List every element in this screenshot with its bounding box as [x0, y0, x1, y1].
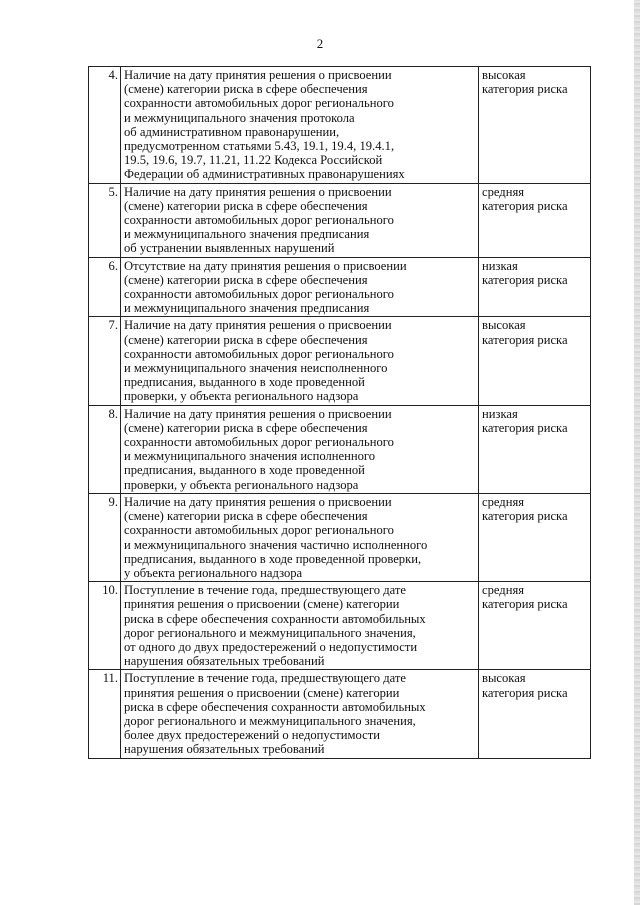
description-line: и межмуниципального значения предписания	[124, 301, 370, 316]
row-number: 7.	[89, 317, 121, 405]
criterion-description	[121, 405, 479, 493]
description-line: сохранности автомобильных дорог регионального	[124, 287, 394, 302]
page-number: 2	[316, 36, 324, 51]
table-row	[89, 67, 591, 184]
description-line: (смене) категории риска в сфере обеспечения	[124, 420, 368, 435]
table-row	[89, 257, 591, 317]
category-line: высокая	[482, 671, 526, 686]
description-line: Отсутствие на дату принятия решения о присвоении	[124, 258, 407, 273]
table-row	[89, 183, 591, 257]
description-line: Наличие на дату принятия решения о присвоении	[124, 406, 392, 421]
criterion-description	[121, 183, 479, 257]
row-number: 8.	[89, 405, 121, 493]
table-body	[89, 67, 591, 759]
description-line: сохранности автомобильных дорог регионального	[124, 435, 394, 450]
description-line: риска в сфере обеспечения сохранности автомобильных	[124, 611, 426, 626]
category-line: категория риска	[482, 82, 568, 97]
description-line: Наличие на дату принятия решения о присвоении	[124, 184, 392, 199]
category-line: низкая	[482, 406, 518, 421]
description-line: и межмуниципального значения исполненного	[124, 449, 376, 464]
scan-edge-decoration	[634, 0, 640, 905]
description-line: Федерации об административных правонарушениях	[124, 167, 405, 182]
description-line: сохранности автомобильных дорог регионального	[124, 96, 394, 111]
category-line: категория риска	[482, 272, 568, 287]
description-line: и межмуниципального значения протокола	[124, 110, 355, 125]
description-line: нарушения обязательных требований	[124, 654, 325, 669]
description-line: (смене) категории риска в сфере обеспечения	[124, 332, 368, 347]
row-number: 6.	[89, 257, 121, 317]
criterion-description	[121, 670, 479, 758]
criterion-description	[121, 493, 479, 581]
description-line: проверки, у объекта регионального надзора	[124, 477, 359, 492]
category-line: категория риска	[482, 332, 568, 347]
description-line: сохранности автомобильных дорог регионального	[124, 523, 394, 538]
risk-category	[479, 582, 591, 670]
category-line: низкая	[482, 258, 518, 273]
row-number: 4.	[89, 67, 121, 184]
table-row	[89, 582, 591, 670]
category-line: средняя	[482, 494, 525, 509]
category-line: высокая	[482, 68, 526, 82]
risk-category	[479, 317, 591, 405]
category-line: категория риска	[482, 420, 568, 435]
description-line: сохранности автомобильных дорог регионального	[124, 213, 394, 228]
description-line: Наличие на дату принятия решения о присвоении	[124, 494, 392, 509]
risk-category	[479, 670, 591, 758]
description-line: предписания, выданного в ходе проведенной проверки,	[124, 551, 422, 566]
category-line: категория риска	[482, 509, 568, 524]
description-line: (смене) категории риска в сфере обеспечения	[124, 272, 368, 287]
description-line: предписания, выданного в ходе проведенной	[124, 375, 365, 390]
criterion-description	[121, 582, 479, 670]
risk-category	[479, 67, 591, 184]
description-line: дорог регионального и межмуниципального значения,	[124, 625, 416, 640]
description-line: Наличие на дату принятия решения о присвоении	[124, 68, 392, 82]
description-line: 19.5, 19.6, 19.7, 11.21, 11.22 Кодекса Российской	[124, 153, 383, 168]
description-line: проверки, у объекта регионального надзора	[124, 389, 359, 404]
description-line: Поступление в течение года, предшествующего дате	[124, 671, 406, 686]
description-line: Наличие на дату принятия решения о присвоении	[124, 318, 392, 333]
description-line: (смене) категории риска в сфере обеспечения	[124, 82, 368, 97]
table-row	[89, 670, 591, 758]
description-line: предписания, выданного в ходе проведенной	[124, 463, 365, 478]
category-line: средняя	[482, 583, 525, 598]
criterion-description	[121, 257, 479, 317]
description-line: (смене) категории риска в сфере обеспечения	[124, 198, 368, 213]
table-row	[89, 317, 591, 405]
criterion-description	[121, 67, 479, 184]
description-line: риска в сфере обеспечения сохранности автомобильных	[124, 699, 426, 714]
risk-category	[479, 493, 591, 581]
category-line: категория риска	[482, 198, 568, 213]
description-line: и межмуниципального значения предписания	[124, 227, 370, 242]
table-row	[89, 405, 591, 493]
table-row	[89, 493, 591, 581]
criterion-description	[121, 317, 479, 405]
risk-criteria-table	[88, 66, 591, 759]
row-number: 10.	[89, 582, 121, 670]
category-line: высокая	[482, 318, 526, 333]
description-line: об административном правонарушении,	[124, 124, 340, 139]
category-line: категория риска	[482, 597, 568, 612]
description-line: у объекта регионального надзора	[124, 565, 303, 580]
description-line: от одного до двух предостережений о недопустимости	[124, 639, 418, 654]
description-line: принятия решения о присвоении (смене) категории	[124, 597, 400, 612]
row-number: 11.	[89, 670, 121, 758]
description-line: сохранности автомобильных дорог регионального	[124, 346, 394, 361]
risk-category	[479, 405, 591, 493]
risk-category	[479, 257, 591, 317]
description-line: Поступление в течение года, предшествующего дате	[124, 583, 406, 598]
description-line: дорог регионального и межмуниципального значения,	[124, 713, 416, 728]
row-number: 5.	[89, 183, 121, 257]
row-number: 9.	[89, 493, 121, 581]
description-line: (смене) категории риска в сфере обеспечения	[124, 509, 368, 524]
category-line: категория риска	[482, 685, 568, 700]
description-line: нарушения обязательных требований	[124, 742, 325, 757]
description-line: об устранении выявленных нарушений	[124, 241, 335, 256]
description-line: более двух предостережений о недопустимости	[124, 728, 380, 743]
risk-category	[479, 183, 591, 257]
description-line: принятия решения о присвоении (смене) категории	[124, 685, 400, 700]
description-line: предусмотренном статьями 5.43, 19.1, 19.4, 19.4.1,	[124, 139, 395, 154]
description-line: и межмуниципального значения неисполненного	[124, 361, 388, 376]
category-line: средняя	[482, 184, 525, 199]
description-line: и межмуниципального значения частично исполненного	[124, 537, 428, 552]
